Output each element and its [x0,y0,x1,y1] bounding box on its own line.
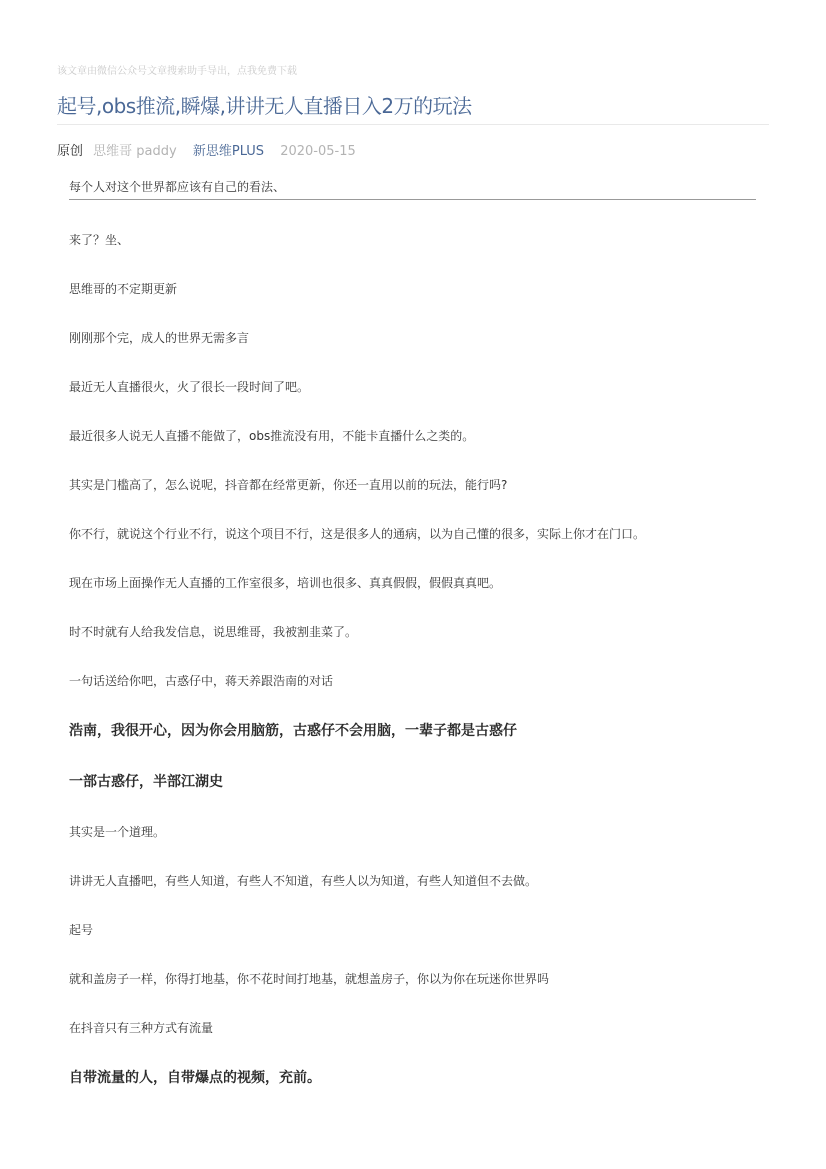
title-divider [57,124,769,125]
paragraph: 讲讲无人直播吧，有些人知道，有些人不知道，有些人以为知道，有些人知道但不去做。 [69,874,538,888]
paragraph: 最近无人直播很火，火了很长一段时间了吧。 [69,380,310,394]
quote-divider [69,199,756,200]
article-title: 起号,obs推流,瞬爆,讲讲无人直播日入2万的玩法 [57,94,472,118]
paragraph: 最近很多人说无人直播不能做了，obs推流没有用，不能卡直播什么之类的。 [69,429,475,443]
paragraph: 现在市场上面操作无人直播的工作室很多，培训也很多、真真假假，假假真真吧。 [69,576,502,590]
account-link[interactable]: 新思维PLUS [192,144,265,159]
export-notice-text: 该文章由微信公众号文章搜索助手导出， [57,66,237,77]
paragraph: 一句话送给你吧，古惑仔中，蒋天养跟浩南的对话 [69,674,334,688]
paragraph: 就和盖房子一样，你得打地基，你不花时间打地基，就想盖房子，你以为你在玩迷你世界吗 [69,972,550,986]
paragraph: 时不时就有人给我发信息，说思维哥，我被割韭菜了。 [69,625,358,639]
bold-paragraph: 浩南，我很开心，因为你会用脑筋，古惑仔不会用脑，一辈子都是古惑仔 [69,723,517,739]
paragraph: 来了？坐、 [69,233,130,247]
paragraph: 其实是一个道理。 [69,825,166,839]
publish-date: 2020-05-15 [280,144,356,159]
paragraph: 你不行，就说这个行业不行，说这个项目不行，这是很多人的通病，以为自己懂的很多，实际上你才在门口。 [69,527,646,541]
article-meta [57,140,356,159]
free-download-link[interactable]: 点我免费下载 [237,66,297,77]
bold-paragraph: 自带流量的人，自带爆点的视频，充前。 [69,1070,321,1086]
intro-quote: 每个人对这个世界都应该有自己的看法、 [69,180,286,194]
export-notice [57,62,297,77]
original-label: 原创 [57,144,84,159]
paragraph: 思维哥的不定期更新 [69,282,178,296]
paragraph: 起号 [69,923,94,937]
paragraph: 在抖音只有三种方式有流量 [69,1021,214,1035]
bold-paragraph: 一部古惑仔，半部江湖史 [69,774,223,790]
author-name: 思维哥 paddy [93,144,177,159]
paragraph: 刚刚那个完，成人的世界无需多言 [69,331,250,345]
paragraph: 其实是门槛高了，怎么说呢，抖音都在经常更新，你还一直用以前的玩法，能行吗? [69,478,508,492]
